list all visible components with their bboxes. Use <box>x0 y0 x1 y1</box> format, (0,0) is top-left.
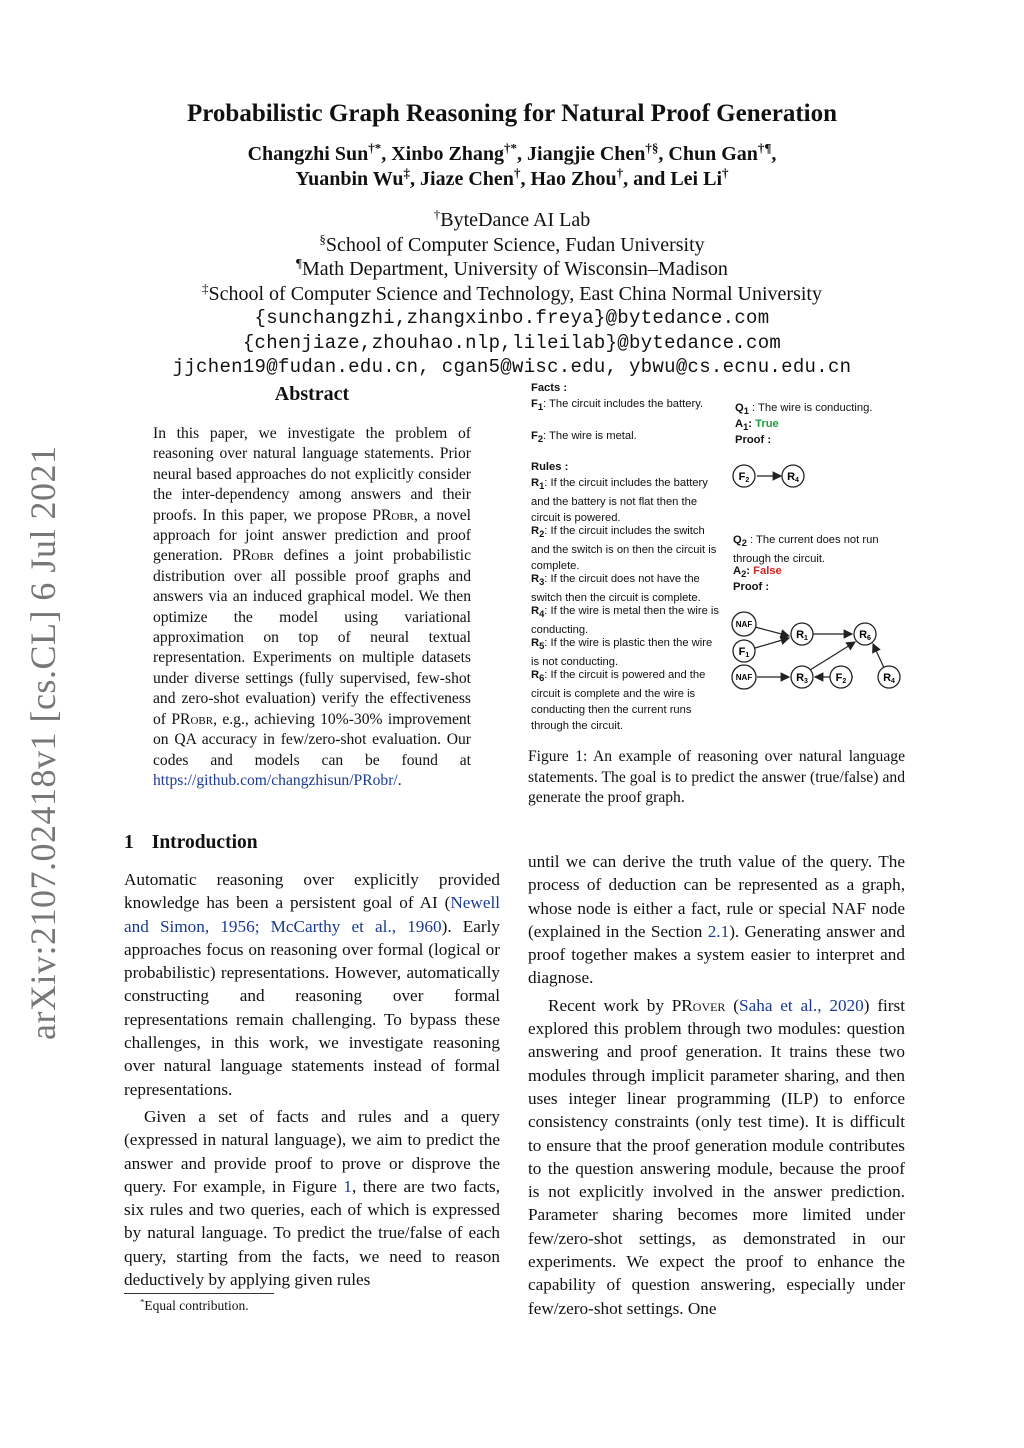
email-line: {chenjiaze,zhouhao.nlp,lileilab}@bytedance.com <box>242 331 782 354</box>
svg-text:F2: F2 <box>738 471 750 484</box>
svg-text:R3: R3 <box>796 672 808 685</box>
author-name: Hao Zhou <box>530 168 617 190</box>
rule-item: $R_3$: If the circuit does not have the switch then the circuit is complete. <box>531 573 701 605</box>
svg-text:F1: F1 <box>738 646 750 659</box>
graph-node-f2 <box>830 666 852 688</box>
author-name: Changzhi Sun <box>247 143 369 165</box>
figure-ref-link[interactable]: 1 <box>343 1176 352 1196</box>
affiliation: ‡School of Computer Science and Technology, East China Normal University <box>202 279 822 305</box>
query-1: $Q_1$ : The wire is conducting. <box>735 402 873 417</box>
svg-text:NAF: NAF <box>735 673 753 682</box>
svg-text:R4: R4 <box>883 672 895 685</box>
proof-edge <box>873 644 885 670</box>
proof-edge <box>755 627 789 636</box>
left-column-text <box>124 868 500 1291</box>
paragraph: Recent work by PRover (Saha et al., 2020) first explored this problem through two modules: question answering and proof generation. It trains these two modules through implicit parameter sharing, and then uses integer linear programming (ILP) to enforce consistency constraints (only test time). It is difficult to ensure that the proof generation module contributes to the question answering module, because the proof is not explicitly involved in the answer prediction. Parameter sharing becomes more limited under few/zero-shot settings, as demonstrated in our experiments. We expect the proof to enhance the capability of question answering, especially under few/zero-shot settings. One <box>528 995 905 1318</box>
author-list <box>0 142 1024 192</box>
graph-node-r1 <box>791 623 813 645</box>
svg-text:NAF: NAF <box>735 620 753 629</box>
code-link[interactable]: https://github.com/changzhisun/PRobr/ <box>153 771 398 789</box>
rules-label: Rules : <box>531 461 569 473</box>
author-name: and Lei Li <box>633 168 723 190</box>
author-name: Chun Gan <box>668 143 758 165</box>
rule-item: $R_6$: If the circuit is powered and the circuit is complete and the wire is conducting then the current runs through the circuit. <box>531 669 706 733</box>
svg-text:R4: R4 <box>787 471 799 484</box>
email-line: {sunchangzhi,zhangxinbo.freya}@bytedance.com <box>254 307 770 329</box>
graph-node-r3 <box>791 666 813 688</box>
affiliation: ¶Math Department, University of Wisconsin–Madison <box>296 255 728 280</box>
rule-item: $R_1$: If the circuit includes the battery and the battery is not flat then the circuit is powered. <box>531 477 708 525</box>
citation-link[interactable]: Newell and Simon, 1956; McCarthy et al., 1960 <box>124 893 500 936</box>
proof-label-2: Proof : <box>733 581 770 593</box>
affiliations <box>0 208 1024 380</box>
rule-item: $R_4$: If the wire is metal then the wire is conducting. <box>531 605 720 637</box>
abstract-heading: Abstract <box>274 383 350 405</box>
svg-text:F2: F2 <box>835 672 847 685</box>
author-name: Yuanbin Wu <box>295 168 404 190</box>
arxiv-side-label: arXiv:2107.02418v1 [cs.CL] 6 Jul 2021 <box>23 445 63 1040</box>
rule-item: $R_2$: If the circuit includes the switch and the switch is on then the circuit is complete. <box>531 525 717 573</box>
facts-label: Facts : <box>531 382 568 394</box>
query-2: $Q_2$ : The current does not run through the circuit. <box>733 534 879 566</box>
author-name: Jiangjie Chen <box>527 143 646 165</box>
proof-edge <box>810 642 855 670</box>
footnote-divider <box>124 1293 274 1294</box>
graph-node-f1 <box>733 640 755 662</box>
paper-title: Probabilistic Graph Reasoning for Natural Proof Generation <box>187 100 837 127</box>
paragraph: until we can derive the truth value of the query. The process of deduction can be represented as a graph, whose node is either a fact, rule or special NAF node (explained in the Section 2.1). Generating answer and proof together makes a system easier to interpret and diagnose. <box>528 852 905 988</box>
graph-node-naf <box>732 612 756 636</box>
graph-node-f2 <box>733 465 755 487</box>
footnote: *Equal contribution. <box>140 1296 249 1313</box>
affiliation: †ByteDance AI Lab <box>433 206 591 231</box>
author-name: Jiaze Chen <box>420 168 514 190</box>
graph-node-r6 <box>854 623 876 645</box>
email-line: jjchen19@fudan.edu.cn, cgan5@wisc.edu, ybwu@cs.ecnu.edu.cn <box>172 356 852 378</box>
answer-1: $A_1$: True <box>735 418 779 433</box>
svg-text:R6: R6 <box>859 629 871 642</box>
paragraph: Automatic reasoning over explicitly provided knowledge has been a persistent goal of AI (Newell and Simon, 1956; McCarthy et al., 1960). Early approaches focus on reasoning over formal (logical or probabilistic) representations. However, automatically constructing and reasoning over formal representations remain challenging. To bypass these challenges, in this work, we investigate reasoning over natural language statements instead of formal representations. <box>124 870 500 1099</box>
section-ref-link[interactable]: 2.1 <box>707 921 730 941</box>
author-line-2: Yuanbin Wu‡, Jiaze Chen†, Hao Zhou†, and Lei Li† <box>295 165 729 190</box>
figure-caption: Figure 1: An example of reasoning over natural language statements. The goal is to predict the answer (true/false) and generate the proof graph. <box>528 748 905 806</box>
affiliation: §School of Computer Science, Fudan University <box>319 230 705 256</box>
answer-2: $A_2$: False <box>733 565 782 580</box>
svg-text:R1: R1 <box>796 629 808 642</box>
proof-edge <box>755 638 789 648</box>
section-heading: 1 Introduction <box>124 832 258 853</box>
citation-link[interactable]: Saha et al., 2020 <box>739 995 864 1015</box>
graph-node-naf <box>732 665 756 689</box>
graph-node-r4 <box>782 465 804 487</box>
fact-item: $F_2$: The wire is metal. <box>531 430 637 445</box>
proof-label-1: Proof : <box>735 434 772 446</box>
proof-graphs <box>528 380 908 730</box>
paragraph: Given a set of facts and rules and a query (expressed in natural language), we aim to predict the answer and provide proof to prove or disprove the query. For example, in Figure 1, there are two facts, six rules and two queries, each of which is expressed by natural language. To predict the true/false of each query, starting from the facts, we need to reason deductively by applying given rules <box>124 1106 500 1290</box>
fact-item: $F_1$: The circuit includes the battery. <box>531 398 704 413</box>
author-name: Xinbo Zhang <box>391 143 505 165</box>
author-line-1: Changzhi Sun†*, Xinbo Zhang†*, Jiangjie Chen†§, Chun Gan†¶, <box>247 140 777 165</box>
abstract-body: In this paper, we investigate the problem of reasoning over natural language statements. Prior neural based approaches do not explicitly consider the inter-dependency among answers and their proofs. In this paper, we propose PRobr, a novel approach for joint answer prediction and proof generation. PRobr defines a joint probabilistic distribution over all possible proof graphs and answers via an induced graphical model. We then optimize the model using variational approximation on top of neural textual representation. Experiments on multiple datasets under diverse settings (fully supervised, few-shot and zero-shot evaluation) verify the effectiveness of PRobr, e.g., achieving 10%-30% improvement on QA accuracy in few/zero-shot evaluation. Our codes and models can be found at https://github.com/changzhisun/PRobr/. <box>153 425 472 789</box>
figure-1 <box>528 380 908 733</box>
rule-item: $R_5$: If the wire is plastic then the wire is not conducting. <box>531 637 713 669</box>
right-column-text <box>528 850 905 1320</box>
graph-node-r4 <box>878 666 900 688</box>
